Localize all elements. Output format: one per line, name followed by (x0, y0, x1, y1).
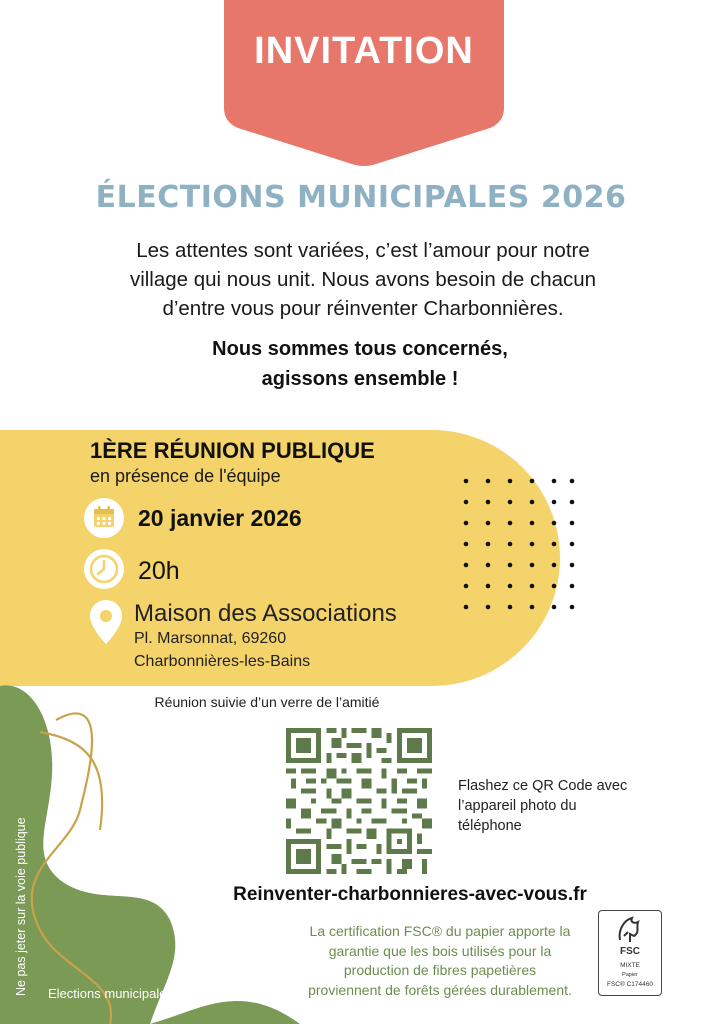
website-link[interactable]: Reinventer-charbonnieres-avec-vous.fr (233, 884, 587, 905)
intro-paragraph (80, 236, 646, 323)
dot-grid-decoration (462, 477, 582, 613)
calendar-icon (84, 498, 124, 538)
intro-line: d’entre vous pour réinventer Charbonnières. (162, 297, 564, 320)
slogan-line: agissons ensemble ! (261, 368, 459, 390)
meeting-time: 20h (138, 557, 180, 585)
fsc-statement (280, 922, 600, 1000)
fsc-statement-line: garantie que les bois utilisés pour la (328, 942, 552, 959)
fsc-statement-line: La certification FSC® du papier apporte la (309, 923, 571, 939)
intro-line: village qui nous unit. Nous avons besoin de chacun (129, 268, 597, 291)
qr-caption (458, 776, 658, 836)
meeting-place: Maison des Associations (134, 600, 397, 627)
fsc-tree-icon (614, 914, 646, 946)
green-wave-decoration (0, 680, 320, 1024)
fsc-logo-code: FSC® C174460 (607, 981, 653, 988)
meeting-address-city: Charbonnières-les-Bains (134, 653, 311, 670)
slogan (110, 334, 610, 394)
qr-caption-line: téléphone (458, 818, 522, 834)
fsc-logo-mixte: MIXTE (620, 962, 640, 969)
meeting-subtitle: en présence de l'équipe (90, 466, 281, 486)
clock-icon (84, 549, 124, 589)
invitation-label: INVITATION (254, 30, 474, 72)
election-title: ÉLECTIONS MUNICIPALES 2026 (95, 180, 627, 215)
followup-note: Réunion suivie d’un verre de l’amitié (154, 694, 380, 710)
footer-note: Elections municipales mars 2026 (48, 986, 239, 1001)
meeting-title: 1ÈRE RÉUNION PUBLIQUE (90, 438, 375, 463)
meeting-address-line: Pl. Marsonnat, 69260 (134, 630, 287, 647)
invitation-banner (224, 0, 504, 168)
fsc-logo-letters: FSC (620, 946, 640, 957)
side-note-text: Ne pas jeter sur la voie publique (14, 817, 28, 996)
qr-caption-line: Flashez ce QR Code avec (458, 778, 628, 794)
meeting-date: 20 janvier 2026 (138, 505, 302, 531)
location-pin-icon (90, 600, 122, 644)
fsc-logo-papier: Papier (622, 972, 638, 978)
qr-caption-line: l’appareil photo du (458, 798, 577, 814)
fsc-statement-line: production de fibres papetières (343, 962, 537, 978)
slogan-line: Nous sommes tous concernés, (212, 338, 508, 360)
fsc-statement-line: proviennent de forêts gérées durablement. (308, 981, 572, 998)
qr-code[interactable] (286, 728, 432, 874)
intro-line: Les attentes sont variées, c’est l’amour pour notre (136, 239, 590, 262)
